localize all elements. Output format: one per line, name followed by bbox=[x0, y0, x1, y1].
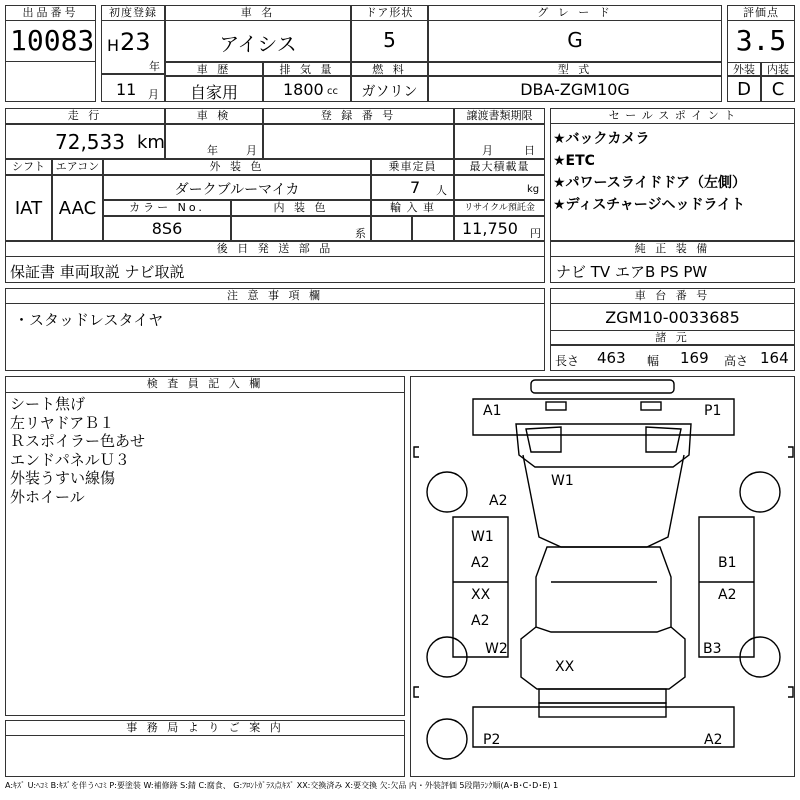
damage-mark: W1 bbox=[471, 529, 494, 545]
ac-label: エアコン bbox=[52, 159, 103, 175]
mileage: 72,533 bbox=[55, 130, 125, 154]
transfer-month-unit: 月 bbox=[482, 144, 493, 157]
first-reg-month: 11 bbox=[116, 80, 137, 99]
int-grade: C bbox=[771, 79, 785, 100]
first-reg-year-unit: 年 bbox=[149, 60, 160, 73]
shift: IAT bbox=[14, 198, 43, 219]
int-color-cell bbox=[231, 216, 371, 241]
front-panel bbox=[473, 399, 734, 435]
fuel-label: 燃 料 bbox=[351, 62, 428, 76]
mileage-unit: km bbox=[137, 132, 165, 153]
length-label: 長さ bbox=[555, 354, 580, 368]
wheel-front-left bbox=[427, 472, 467, 512]
inspector-notes bbox=[10, 395, 400, 506]
color-no: 8S6 bbox=[151, 219, 183, 238]
chassis-label: 車 台 番 号 bbox=[550, 288, 795, 304]
first-reg-era: H bbox=[107, 36, 120, 55]
history: 自家用 bbox=[189, 83, 238, 102]
color-no-label: カラー No. bbox=[103, 200, 231, 216]
inspection-year-unit: 年 bbox=[207, 144, 218, 157]
model: DBA-ZGM10G bbox=[520, 80, 630, 99]
inspector-note: Ｒスポイラー色あせ bbox=[10, 432, 146, 450]
car-outline-svg bbox=[411, 377, 796, 778]
int-color-label: 内 装 色 bbox=[231, 200, 371, 216]
first-reg-month-unit: 月 bbox=[148, 88, 159, 101]
damage-mark: B3 bbox=[703, 641, 722, 657]
capacity-unit: 人 bbox=[436, 184, 447, 197]
inspector-label: 検 査 員 記 入 欄 bbox=[5, 376, 405, 393]
headlight-right bbox=[646, 427, 681, 452]
recycle-unit: 円 bbox=[530, 227, 541, 240]
damage-mark: A2 bbox=[471, 613, 490, 629]
damage-mark: W2 bbox=[485, 641, 508, 657]
damage-diagram bbox=[410, 376, 795, 777]
int-color-unit: 系 bbox=[355, 227, 366, 240]
width: 169 bbox=[680, 349, 709, 367]
headlight-left bbox=[526, 427, 561, 452]
capacity-label: 乗車定員 bbox=[371, 159, 454, 175]
wheel-front-right bbox=[740, 472, 780, 512]
recycle: 11,750 bbox=[462, 219, 518, 238]
score: 3.5 bbox=[735, 24, 787, 57]
lot-number: 10083 bbox=[10, 24, 95, 57]
ext-grade-label: 外装 bbox=[727, 62, 761, 76]
damage-mark: P1 bbox=[704, 403, 722, 419]
rear-body bbox=[521, 627, 685, 689]
color-label: 外 装 色 bbox=[103, 159, 371, 175]
transfer-label: 譲渡書類期限 bbox=[454, 108, 545, 124]
mileage-label: 走 行 bbox=[5, 108, 165, 124]
height-label: 高さ bbox=[724, 354, 749, 368]
damage-mark: B1 bbox=[718, 555, 737, 571]
displacement: 1800 bbox=[283, 80, 324, 99]
dimensions-label: 諸 元 bbox=[550, 330, 795, 345]
lot-number-divider bbox=[5, 61, 96, 62]
later-parts-label: 後 日 発 送 部 品 bbox=[5, 241, 545, 257]
hood bbox=[523, 455, 684, 547]
selling-point-item: ★パワースライドドア（左側） bbox=[553, 175, 747, 191]
rear-panel bbox=[539, 689, 666, 703]
selling-point-item: ★ディスチャージヘッドライト bbox=[553, 197, 746, 213]
first-reg-label: 初度登録 bbox=[101, 5, 165, 21]
selling-point-item: ★ETC bbox=[553, 153, 595, 169]
damage-mark: XX bbox=[471, 587, 491, 603]
damage-mark: A2 bbox=[704, 732, 723, 748]
ac: AAC bbox=[58, 198, 97, 219]
bracket-left bbox=[414, 687, 419, 697]
shift-label: シフト bbox=[5, 159, 52, 175]
fuel: ガソリン bbox=[361, 84, 418, 100]
inspector-note: 外装うすい線傷 bbox=[10, 469, 116, 487]
dimensions-row bbox=[550, 345, 795, 371]
grade-label: グ レ ー ド bbox=[428, 5, 722, 21]
history-label: 車 歴 bbox=[165, 62, 263, 76]
bracket-right bbox=[788, 687, 793, 697]
recycle-label: リサイクル預託金 bbox=[454, 200, 545, 216]
damage-mark: A2 bbox=[718, 587, 737, 603]
damage-mark: A1 bbox=[483, 403, 502, 419]
reg-no-cell bbox=[263, 124, 454, 159]
first-reg-year: 23 bbox=[120, 28, 151, 56]
selling-points-label: セ ー ル ス ポ イ ン ト bbox=[550, 108, 795, 124]
load-label: 最大積載量 bbox=[454, 159, 545, 175]
score-label: 評価点 bbox=[727, 5, 795, 21]
transfer-day-unit: 日 bbox=[524, 144, 535, 157]
model-label: 型 式 bbox=[428, 62, 722, 76]
damage-mark: A2 bbox=[471, 555, 490, 571]
height: 164 bbox=[760, 349, 789, 367]
car-name: アイシス bbox=[219, 32, 297, 56]
equipment: ナビ TV エアB PS PW bbox=[556, 263, 708, 281]
office-label: 事 務 局 よ り ご 案 内 bbox=[5, 720, 405, 736]
inspection-month-unit: 月 bbox=[246, 144, 257, 157]
damage-mark: W1 bbox=[551, 473, 574, 489]
displacement-label: 排 気 量 bbox=[263, 62, 351, 76]
front-marker bbox=[546, 402, 566, 410]
damage-mark: A2 bbox=[489, 493, 508, 509]
door-label: ドア形状 bbox=[351, 5, 428, 21]
damage-mark: XX bbox=[555, 659, 575, 675]
bracket-right bbox=[788, 447, 793, 457]
capacity: 7 bbox=[410, 178, 421, 197]
inspector-note: 外ホイール bbox=[10, 487, 85, 506]
length: 463 bbox=[597, 349, 626, 367]
bracket-left bbox=[414, 447, 419, 457]
notes: ・スタッドレスタイヤ bbox=[14, 311, 164, 329]
chassis-number: ZGM10-0033685 bbox=[605, 308, 740, 327]
cabin bbox=[536, 547, 671, 632]
rear-bumper bbox=[539, 703, 666, 717]
front-bumper bbox=[531, 380, 674, 393]
equipment-label: 純 正 装 備 bbox=[550, 241, 795, 257]
front-marker bbox=[641, 402, 661, 410]
spare-wheel bbox=[427, 719, 467, 759]
selling-points-list bbox=[553, 128, 793, 216]
damage-mark: P2 bbox=[483, 732, 501, 748]
import-cell-b bbox=[412, 216, 454, 241]
ext-grade: D bbox=[737, 79, 751, 100]
int-grade-label: 内装 bbox=[761, 62, 795, 76]
notes-label: 注 意 事 項 欄 bbox=[5, 288, 545, 304]
later-parts: 保証書 車両取説 ナビ取説 bbox=[10, 263, 185, 281]
lot-number-label: 出品番号 bbox=[5, 5, 96, 21]
door-count: 5 bbox=[383, 28, 396, 52]
inspection-label: 車 検 bbox=[165, 108, 263, 124]
windshield bbox=[516, 424, 691, 467]
displacement-unit: cc bbox=[327, 86, 338, 97]
load-unit: kg bbox=[527, 184, 540, 195]
reg-no-label: 登 録 番 号 bbox=[263, 108, 454, 124]
rear-outline bbox=[473, 707, 734, 747]
car-name-label: 車 名 bbox=[165, 5, 351, 21]
color: ダークブルーマイカ bbox=[174, 182, 300, 198]
damage-legend: A:ｷｽﾞ U:ﾍｺﾐ B:ｷｽﾞを伴うﾍｺﾐ P:要塗装 W:補修跡 S:錆 C:腐食、 G:ﾌﾛﾝﾄｶﾞﾗｽ点ｷｽﾞ XX:交換済み X:要交換 欠:欠品 内・外装評価 5段階ﾗﾝｸ順(A･B･C･D･E) 1 bbox=[5, 781, 559, 790]
inspector-note: エンドパネルＵ３ bbox=[10, 450, 130, 469]
inspector-note: シート焦げ bbox=[10, 395, 86, 413]
width-label: 幅 bbox=[647, 354, 660, 368]
import-label: 輸 入 車 bbox=[371, 200, 454, 216]
selling-point-item: ★バックカメラ bbox=[553, 131, 650, 147]
inspector-note: 左リヤドアＢ１ bbox=[10, 413, 115, 432]
grade: G bbox=[567, 28, 583, 52]
import-cell-a bbox=[371, 216, 412, 241]
